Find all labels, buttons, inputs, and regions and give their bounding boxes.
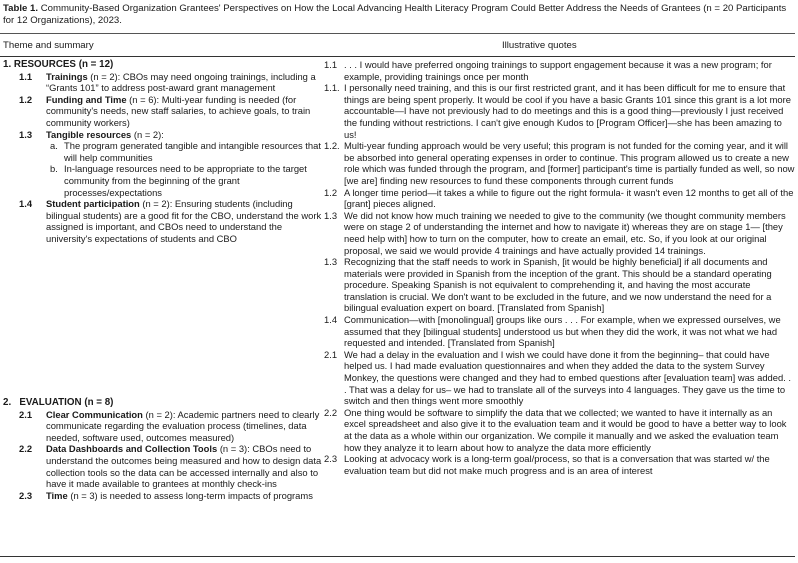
top-rule [0, 33, 795, 34]
quote-item: 2.1 We had a delay in the evaluation and I wish we could have done it from the beginning– that could have helped us. I had made evaluation questionnaires and when they added the data to the system Survey Monkey, the questions were changed and they had to embed questions after [evaluation team] was added. . . That was a delay for us– we had to translate all of the surveys into 4 languages. They gave us the time to switch and then things went more smoothly [324, 348, 791, 407]
quote-item: 1.3 Recognizing that the staff needs to work in Spanish, [it would be highly beneficial] if all documents and materials were provided in Spanish from the inception of the grant. This should be a standard operating procedure. Speaking Spanish is not equivalent to comprehending it, and having the most accurate translation is crucial. We don't want to be excluded in the future, and we now understand the need for a bilingual evaluation expert on board. [Translated from Spanish] [324, 256, 772, 314]
subtheme-item: 1.1 Trainings (n = 2): CBOs may need ongoing trainings, including a “Grants 101” to address post-award grant management [19, 70, 316, 94]
quote-item: 1.2. Multi-year funding approach would be very useful; this program is not funded for the coming year, and it will be absorbed into general operating expenses in order to continue. This program allowed us to create a new role which was funded through the program, and [former] participant's time is partially funded as well, so now [we are] finding new resources to fund these components through current funds [324, 140, 795, 186]
subtheme-item: 1.4 Student participation (n = 2): Ensuring students (including bilingual students) are a good fit for the CBO, understand the work assigned is important, and CBOs need to understand the university's expectations of students and CBO [19, 198, 322, 244]
quote-item: 1.4 Communication—with [monolingual] groups like ours . . . For example, when we expressed ourselves, we assumed that they [bilingual students] understood us but when they did the work, it was not what we had requested and intended. [Translated from Spanish] [324, 314, 781, 349]
column-header-theme: Theme and summary [3, 40, 94, 51]
subtheme-subitem: b. In-language resources need to be appropriate to the target community from the beginning of the grant processes/expectations [50, 163, 307, 198]
quote-item: 2.2 One thing would be software to simplify the data that we collected; we wanted to have it internally as an excel spreadsheet and also give it to the evaluation team and it would be good to have a better way to look at the data as a whole within our organization. We compile it manually and we asked the evaluation team how they analyze it to learn about how to analyze the data more efficiently [324, 406, 787, 453]
quote-item: 1.1 . . . I would have preferred ongoing trainings to support engagement because it was a new program; for example, providing trainings once per month [324, 59, 772, 82]
table-label: Table 1. [3, 3, 39, 14]
quotes-column [324, 59, 796, 476]
subtheme-item: 1.2 Funding and Time (n = 6): Multi-year funding is needed (for community's needs, new staff salaries, to achieve goals, to train community workers) [19, 93, 311, 128]
quote-item: 2.3 Looking at advocacy work is a long-term goal/process, so that is a conversation that was started w/ the evaluation team but did not make much progress and is an area of interest [324, 453, 770, 476]
bottom-rule [0, 556, 795, 557]
table-title: Community-Based Organization Grantees' Perspectives on How the Local Advancing Health Literacy Program Could Better Address the Needs of Grantees (n = 20 Participants for 12 Organizations), 2023. [3, 3, 787, 26]
section-evaluation [3, 397, 323, 501]
quote-item: 1.1. I personally need training, and this is our first restricted grant, and it has been difficult for me to ensure that things are being spent properly. It would be cool if you have a basic Grants 101 since this grant is a lot more accountable—I have not previously had to do meetings and this is a good thing—previously I just received the funding without restrictions. I can't give enough Kudos to [Program Officer]—she has been amazing to us! [324, 82, 791, 140]
section-title: 1. RESOURCES (n = 12) [3, 59, 114, 70]
section-title: 2. EVALUATION (n = 8) [3, 397, 114, 408]
column-header-quotes: Illustrative quotes [502, 40, 577, 51]
subtheme-item: 2.1 Clear Communication (n = 2): Academic partners need to clearly communicate regarding the evaluation process (timelines, data needed, software used, outcomes measured) [19, 408, 320, 443]
subtheme-item: 2.3 Time (n = 3) is needed to assess long-term impacts of programs [19, 489, 313, 501]
subtheme-item: 1.3 Tangible resources (n = 2): [19, 128, 164, 140]
section-resources [3, 59, 323, 245]
table-caption [3, 3, 793, 27]
quote-item: 1.2 A longer time period—it takes a while to figure out the right formula- it wasn't even 12 months to get all of the [grant] pieces aligned. [324, 186, 794, 210]
header-rule [0, 56, 795, 57]
subtheme-subitem: a. The program generated tangible and intangible resources that will help communities [50, 140, 321, 163]
subtheme-item: 2.2 Data Dashboards and Collection Tools (n = 3): CBOs need to understand the outcomes being measured and how to design data collection tools so the data can be accessed internally and also to have it made available to grantees at monthly check-ins [19, 443, 322, 490]
quote-item: 1.3 We did not know how much training we needed to give to the community (we thought community members were on stage 2 of understanding the internet and how to navigate it) whereas they are on stage 1— [they need help with] how to turn on the computer, how to create an email, etc. So, if you look at our original proposal, we said we would provide 4 trainings and have actually provided 14 trainings. [324, 209, 786, 256]
